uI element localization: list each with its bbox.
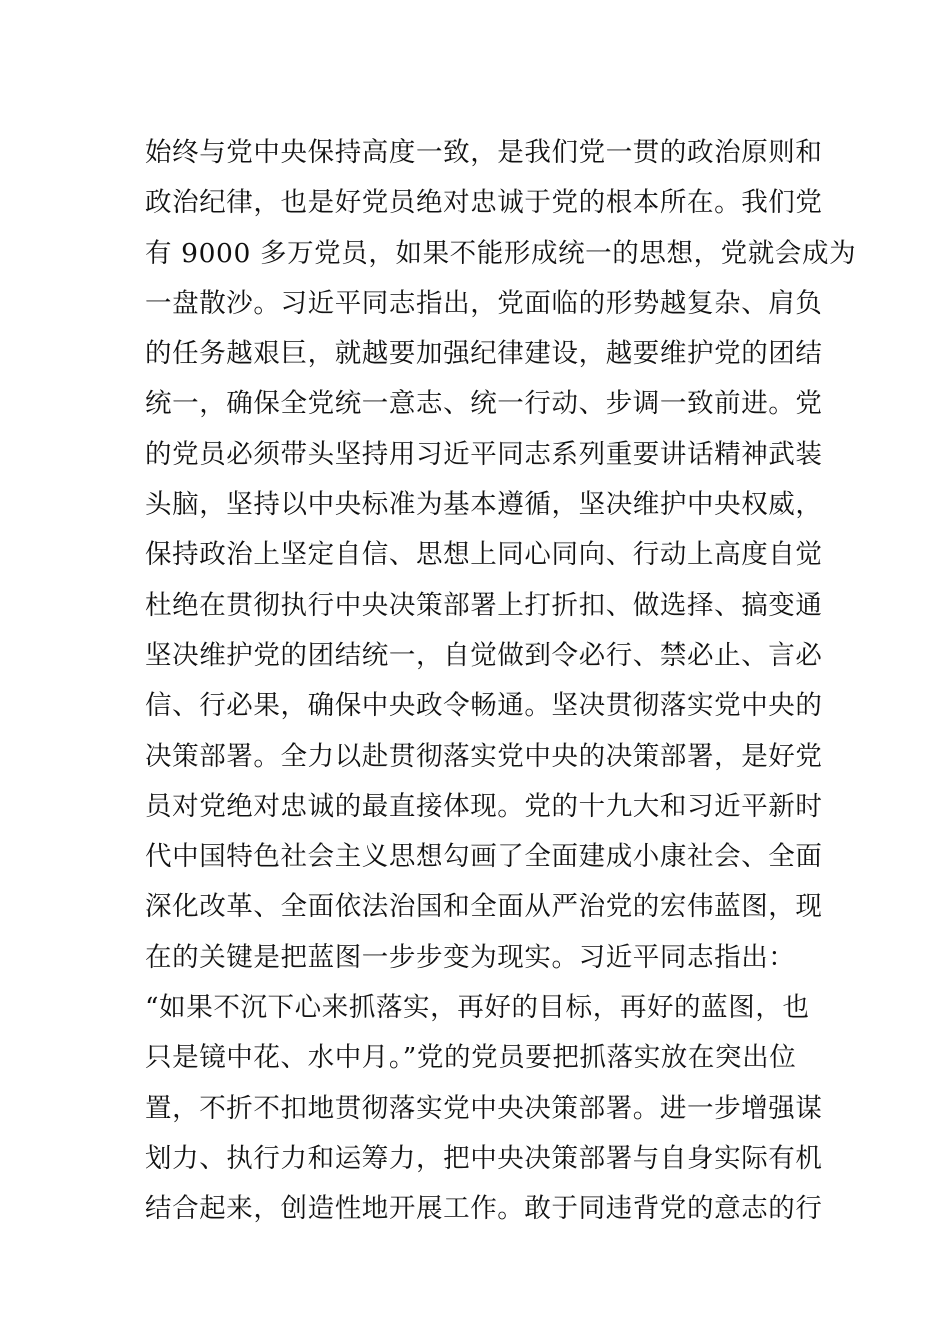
text-line: 代中国特色社会主义思想勾画了全面建成小康社会、全面 xyxy=(145,841,823,873)
text-line: 置，不折不扣地贯彻落实党中央决策部署。进一步增强谋 xyxy=(145,1092,823,1124)
text-line: 深化改革、全面依法治国和全面从严治党的宏伟蓝图，现 xyxy=(145,891,823,923)
text-line: 统一，确保全党统一意志、统一行动、步调一致前进。党 xyxy=(145,388,823,420)
body-paragraph xyxy=(145,128,857,1235)
text-line: 杜绝在贯彻执行中央决策部署上打折扣、做选择、搞变通 xyxy=(145,589,823,621)
text-line: 有 9000 多万党员，如果不能形成统一的思想，党就会成为 xyxy=(145,237,857,269)
text-line: 只是镜中花、水中月。”党的党员要把抓落实放在突出位 xyxy=(145,1042,797,1074)
text-line: 政治纪律，也是好党员绝对忠诚于党的根本所在。我们党 xyxy=(145,187,823,219)
text-line: 信、行必果，确保中央政令畅通。坚决贯彻落实党中央的 xyxy=(145,690,823,722)
text-line: “如果不沉下心来抓落实，再好的目标，再好的蓝图，也 xyxy=(145,992,810,1024)
text-line: 头脑，坚持以中央标准为基本遵循，坚决维护中央权威， xyxy=(145,489,823,521)
text-line: 保持政治上坚定自信、思想上同心同向、行动上高度自觉 xyxy=(145,539,823,571)
text-line: 坚决维护党的团结统一，自觉做到令必行、禁必止、言必 xyxy=(145,639,823,671)
text-line: 的任务越艰巨，就越要加强纪律建设，越要维护党的团结 xyxy=(145,338,823,370)
text-line: 员对党绝对忠诚的最直接体现。党的十九大和习近平新时 xyxy=(145,790,823,822)
text-line: 的党员必须带头坚持用习近平同志系列重要讲话精神武装 xyxy=(145,438,823,470)
text-line: 在的关键是把蓝图一步步变为现实。习近平同志指出： xyxy=(145,941,796,973)
text-line: 决策部署。全力以赴贯彻落实党中央的决策部署，是好党 xyxy=(145,740,823,772)
text-line: 划力、执行力和运筹力，把中央决策部署与自身实际有机 xyxy=(145,1142,823,1174)
text-line: 结合起来，创造性地开展工作。敢于同违背党的意志的行 xyxy=(145,1193,823,1225)
text-line: 一盘散沙。习近平同志指出，党面临的形势越复杂、肩负 xyxy=(145,287,823,319)
text-line: 始终与党中央保持高度一致，是我们党一贯的政治原则和 xyxy=(145,137,823,168)
